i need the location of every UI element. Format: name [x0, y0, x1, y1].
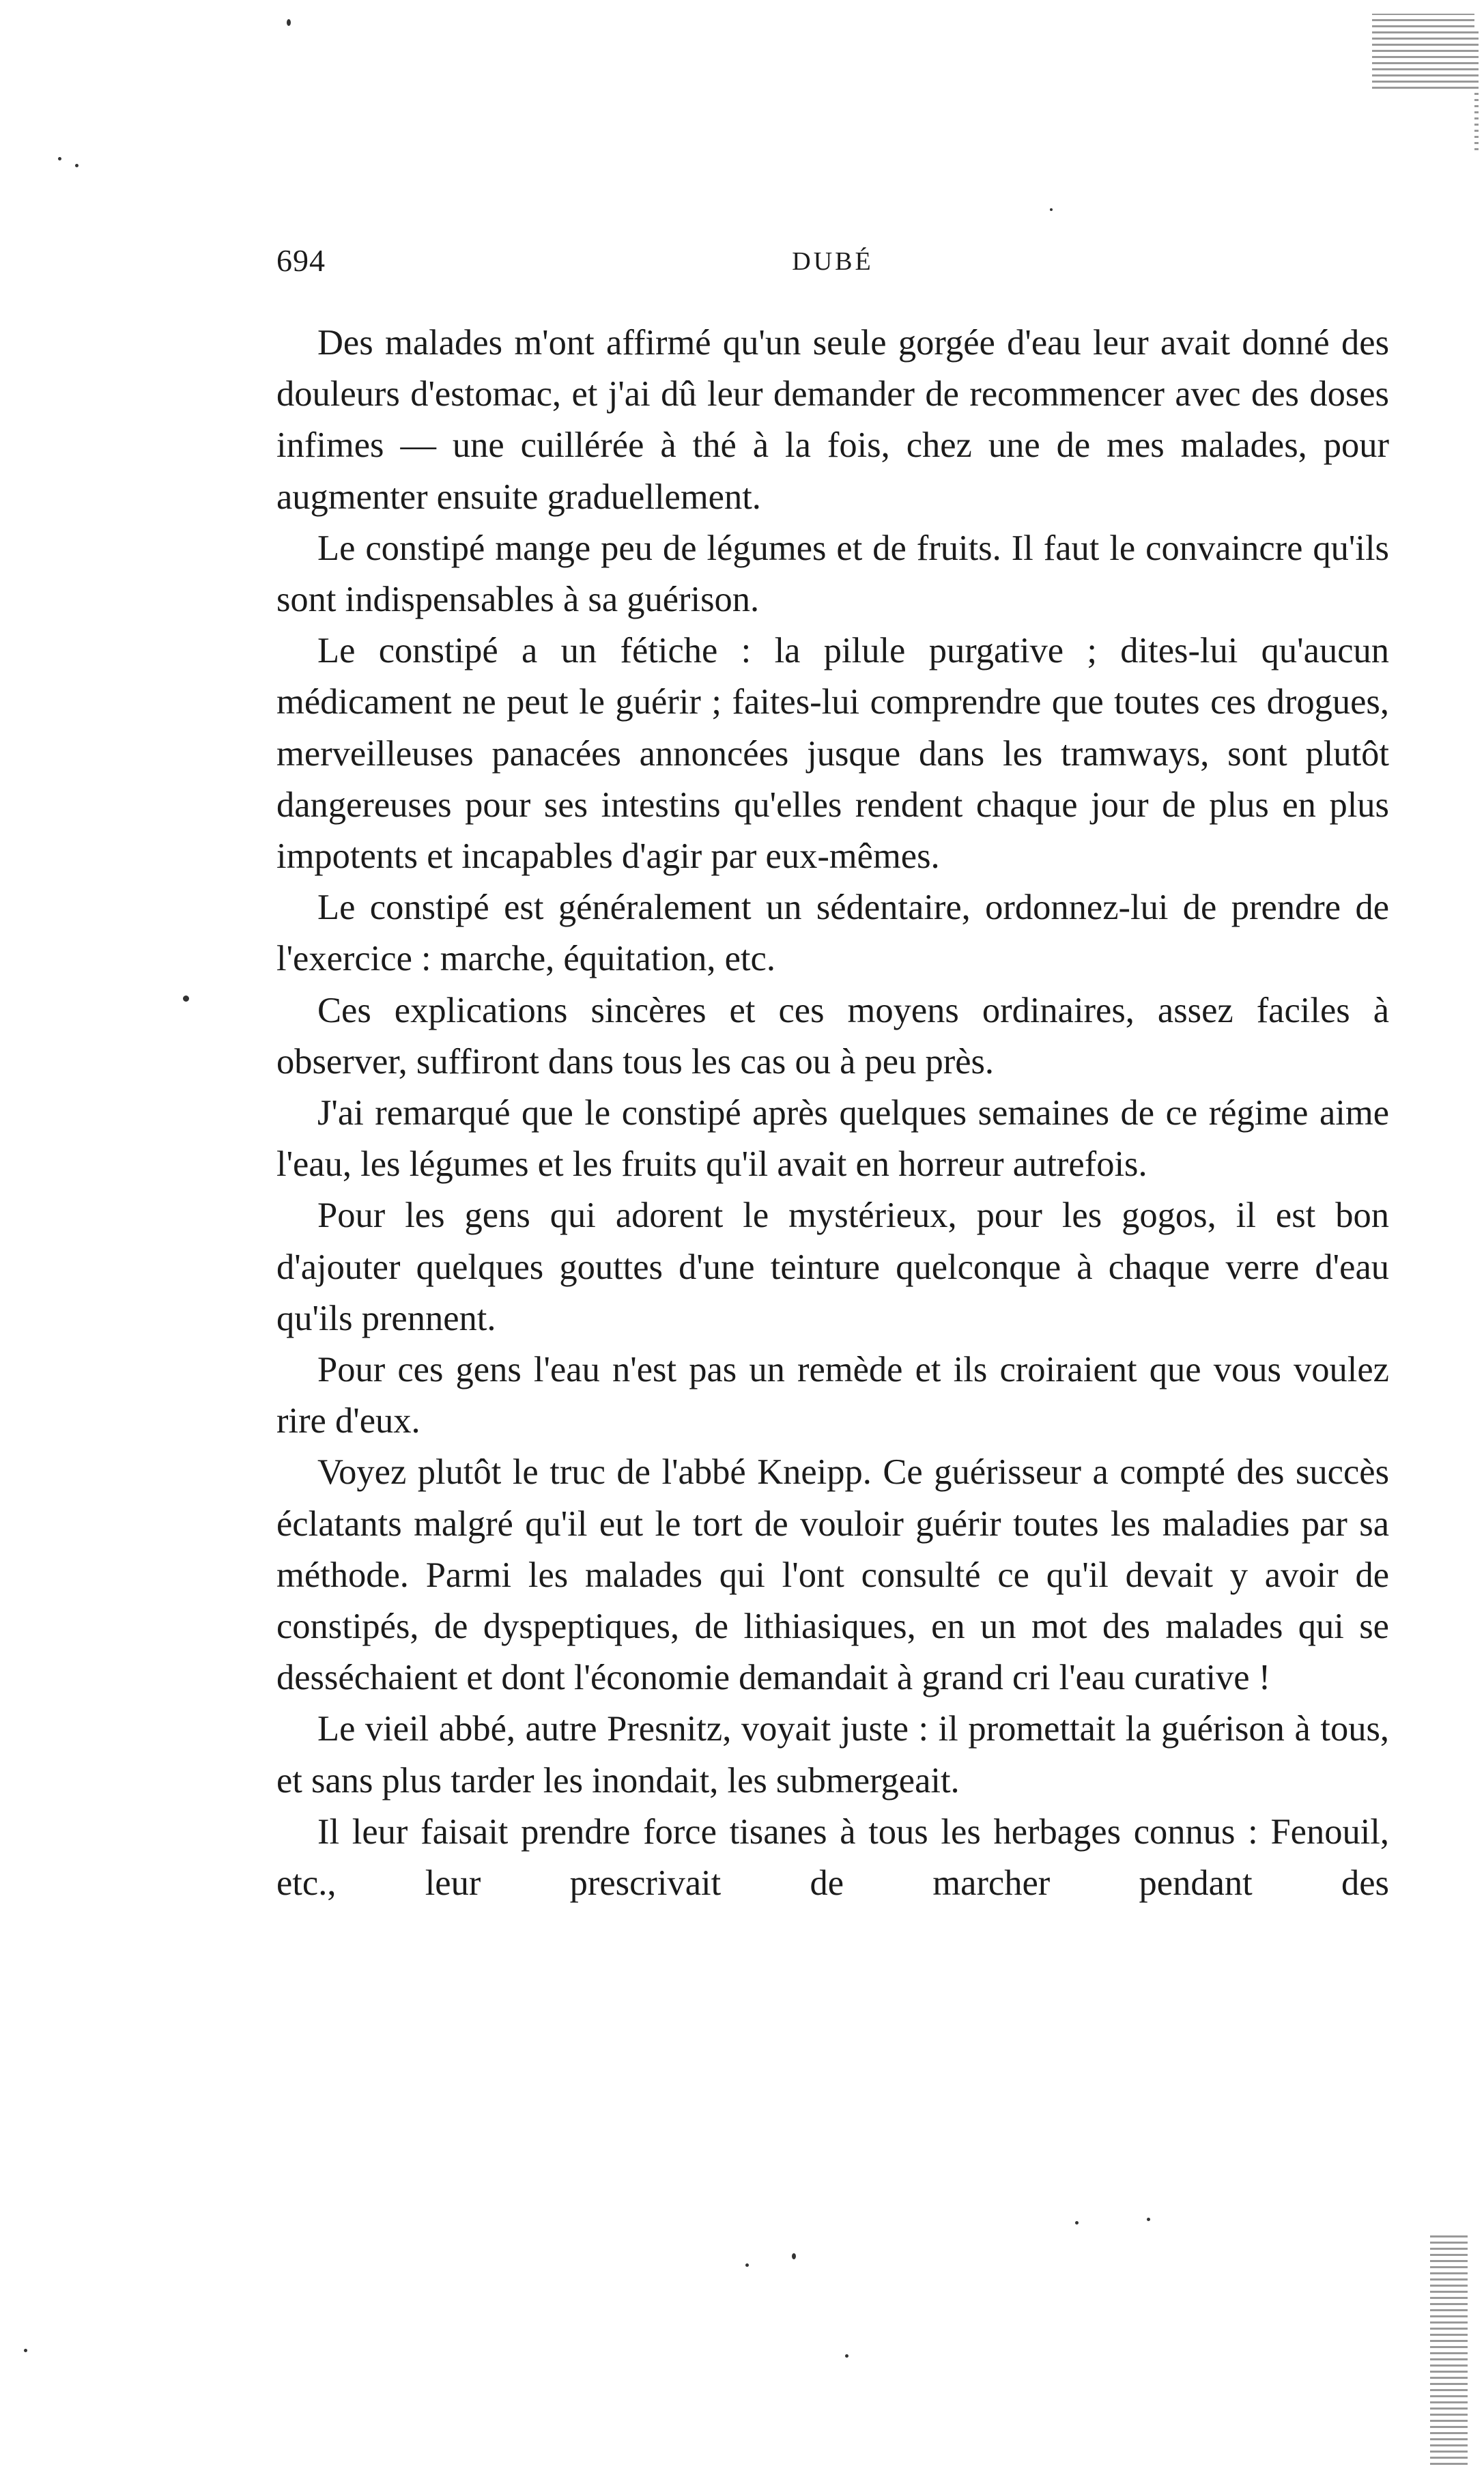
scan-speck — [75, 164, 79, 167]
scan-speck — [845, 2354, 848, 2358]
paragraph: Pour ces gens l'eau n'est pas un remède et ils croiraient que vous voulez rire d'eux. — [276, 1350, 1389, 1441]
paragraph: Voyez plutôt le truc de l'abbé Kneipp. Ce guérisseur a compté des succès éclatants malgré qu'il eut le tort de vouloir guérir toutes les maladies par sa méthode. Parmi les malades qui l'ont consulté ce qu'il devait y avoir de constipés, de dyspeptiques, de lithiasiques, en un mot des malades qui se desséchaient et dont l'économie demandait à grand cri l'eau curative ! — [276, 1452, 1389, 1698]
paragraph: Le constipé mange peu de légumes et de fruits. Il faut le convaincre qu'ils sont indispensables à sa guérison. — [276, 528, 1389, 620]
scan-speck — [183, 996, 189, 1002]
page-number: 694 — [276, 243, 326, 278]
paragraph: Pour les gens qui adorent le mystérieux, pour les gogos, il est bon d'ajouter quelques gouttes d'une teinture quelconque à chaque verre d'eau qu'ils prennent. — [276, 1196, 1389, 1338]
running-head: DUBÉ — [792, 247, 874, 276]
paragraph: Des malades m'ont affirmé qu'un seule gorgée d'eau leur avait donné des douleurs d'estomac, et j'ai dû leur demander de recommencer avec des doses infimes — une cuillérée à thé à la fois, chez une de mes malades, pour augmenter ensuite graduellement. — [276, 323, 1389, 517]
scan-speck — [24, 2349, 27, 2352]
scan-speck — [745, 2263, 749, 2267]
scan-speck — [287, 19, 291, 26]
page-header — [276, 242, 1389, 290]
scan-speck — [1147, 2218, 1150, 2221]
paragraph: Le constipé est généralement un sédentaire, ordonnez-lui de prendre de l'exercice : marche, équitation, etc. — [276, 888, 1389, 979]
paragraph: Ces explications sincères et ces moyens ordinaires, assez faciles à observer, suffiront dans tous les cas ou à peu près. — [276, 990, 1389, 1082]
scan-speck — [58, 157, 61, 160]
scan-speck — [1075, 2221, 1079, 2225]
paragraph: Le constipé a un fétiche : la pilule purgative ; dites-lui qu'aucun médicament ne peut le guérir ; faites-lui comprendre que toutes ces drogues, merveilleuses panacées annoncées jusque dans les tramways, sont plutôt dangereuses pour ses intestins qu'elles rendent chaque jour de plus en plus impotents et incapables d'agir par eux-mêmes. — [276, 631, 1389, 877]
scan-edge-noise — [1430, 2233, 1468, 2465]
paragraph: Il leur faisait prendre force tisanes à tous les herbages connus : Fenouil, etc., leur prescrivait de marcher pendant des — [276, 1811, 1389, 1904]
scan-speck — [1050, 208, 1053, 211]
scan-speck — [792, 2253, 796, 2259]
scan-edge-noise — [1372, 14, 1474, 89]
paragraph: J'ai remarqué que le constipé après quelques semaines de ce régime aime l'eau, les légumes et les fruits qu'il avait en horreur autrefois. — [276, 1093, 1389, 1185]
paragraph: Le vieil abbé, autre Presnitz, voyait juste : il promettait la guérison à tous, et sans plus tarder les inondait, les submergeait. — [276, 1709, 1389, 1801]
body-text — [276, 317, 1389, 1909]
scan-edge-noise — [1474, 27, 1479, 150]
